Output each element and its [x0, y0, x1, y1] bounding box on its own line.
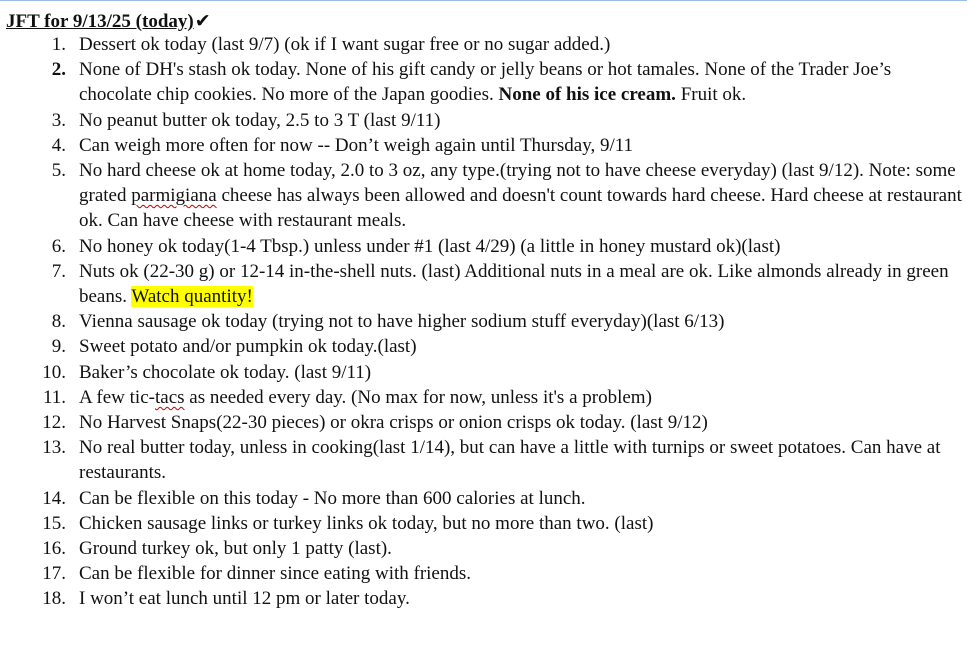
list-item-text: No Harvest Snaps(22-30 pieces) or okra crisps or onion crisps ok today. (last 9/12)	[79, 412, 708, 434]
list-item-text: No real butter today, unless in cooking(last 1/14), but can have a little with turnips or sweet potatoes. Can have at restaurants.	[79, 437, 941, 484]
bold-text: None of his ice cream.	[498, 84, 676, 106]
list-item-text: A few tic-	[79, 386, 155, 408]
list-item-text: Nuts ok (22-30 g) or 12-14 in-the-shell nuts. (last) Additional nuts in a meal are ok. Like almonds already in green beans.	[79, 260, 949, 308]
list-item	[6, 57, 964, 107]
list-item-text: Fruit ok.	[675, 84, 747, 106]
list-item	[6, 486, 964, 511]
list-item-number: 14.	[42, 487, 66, 509]
list-item	[6, 234, 964, 259]
numbered-list	[6, 32, 964, 612]
list-item-number: 1.	[51, 34, 66, 55]
list-item-text: as needed every day. (No max for now, unless it's a problem)	[184, 386, 652, 408]
list-item-text: Can be flexible for dinner since eating with friends.	[79, 563, 472, 585]
list-item-text: Ground turkey ok, but only 1 patty (last).	[79, 538, 392, 560]
list-item-text: Can be flexible on this today - No more than 600 calories at lunch.	[79, 487, 586, 509]
checkmark-icon: ✔	[194, 10, 211, 32]
spellcheck-flagged-word: parmigiana	[131, 185, 217, 207]
list-item-number: 2.	[51, 59, 66, 81]
list-item-text: Dessert ok today (last 9/7) (ok if I want sugar free or no sugar added.)	[79, 34, 611, 55]
list-item	[6, 309, 964, 334]
document-title	[6, 10, 964, 32]
document-body[interactable]	[6, 10, 964, 612]
list-item	[6, 158, 964, 234]
list-item-text: Chicken sausage links or turkey links ok today, but no more than two. (last)	[79, 512, 654, 534]
list-item-number: 3.	[51, 109, 66, 131]
list-item-text: I won’t eat lunch until 12 pm or later today.	[79, 588, 410, 610]
list-item	[6, 133, 964, 158]
list-item-number: 18.	[42, 588, 66, 610]
list-item-number: 17.	[42, 563, 66, 585]
list-item	[6, 511, 964, 536]
list-item-text: None of DH's stash ok today. None of his gift candy or jelly beans or hot tamales. None of the Trader Joe’s chocolate chip cookies. No more of the Japan goodies.	[79, 59, 892, 106]
list-item	[6, 561, 964, 586]
list-item-text: Sweet potato and/or pumpkin ok today.(last)	[79, 336, 417, 358]
highlighted-text: Watch quantity!	[131, 286, 253, 308]
list-item-number: 15.	[42, 512, 66, 534]
list-item-text: cheese has always been allowed and doesn't count towards hard cheese. Hard cheese at restaurant ok. Can have cheese with restaurant meals.	[79, 185, 962, 232]
list-item-number: 8.	[51, 311, 66, 333]
list-item-text: No hard cheese ok at home today, 2.0 to 3 oz, any type.(trying not to have cheese everyday) (last 9/12). Note: some grated	[79, 160, 956, 207]
list-item	[6, 108, 964, 133]
list-item	[6, 586, 964, 611]
window-top-border	[0, 0, 967, 1]
list-item	[6, 536, 964, 561]
list-item-number: 16.	[42, 538, 66, 560]
list-item-number: 6.	[51, 235, 66, 257]
list-item-number: 12.	[42, 412, 66, 434]
list-item-number: 13.	[42, 437, 66, 459]
list-item-number: 10.	[42, 361, 66, 383]
list-item-number: 9.	[51, 336, 66, 358]
spellcheck-flagged-word: tacs	[154, 386, 185, 408]
list-item-number: 7.	[51, 260, 66, 282]
list-item-text: Baker’s chocolate ok today. (last 9/11)	[79, 361, 372, 383]
list-item-number: 11.	[42, 386, 66, 408]
list-item	[6, 259, 964, 309]
list-item	[6, 360, 964, 385]
document-title-text: JFT for 9/13/25 (today)	[6, 11, 194, 32]
list-item-number: 4.	[51, 134, 66, 156]
list-item-text: No peanut butter ok today, 2.5 to 3 T (last 9/11)	[79, 109, 441, 131]
list-item	[6, 334, 964, 359]
list-item-text: No honey ok today(1-4 Tbsp.) unless under #1 (last 4/29) (a little in honey mustard ok)(last)	[79, 235, 781, 257]
list-item	[6, 32, 964, 57]
list-item	[6, 435, 964, 485]
list-item-number: 5.	[51, 160, 66, 182]
list-item-text: Vienna sausage ok today (trying not to have higher sodium stuff everyday)(last 6/13)	[79, 311, 725, 333]
list-item	[6, 385, 964, 410]
list-item-text: Can weigh more often for now -- Don’t weigh again until Thursday, 9/11	[79, 134, 634, 156]
list-item	[6, 410, 964, 435]
